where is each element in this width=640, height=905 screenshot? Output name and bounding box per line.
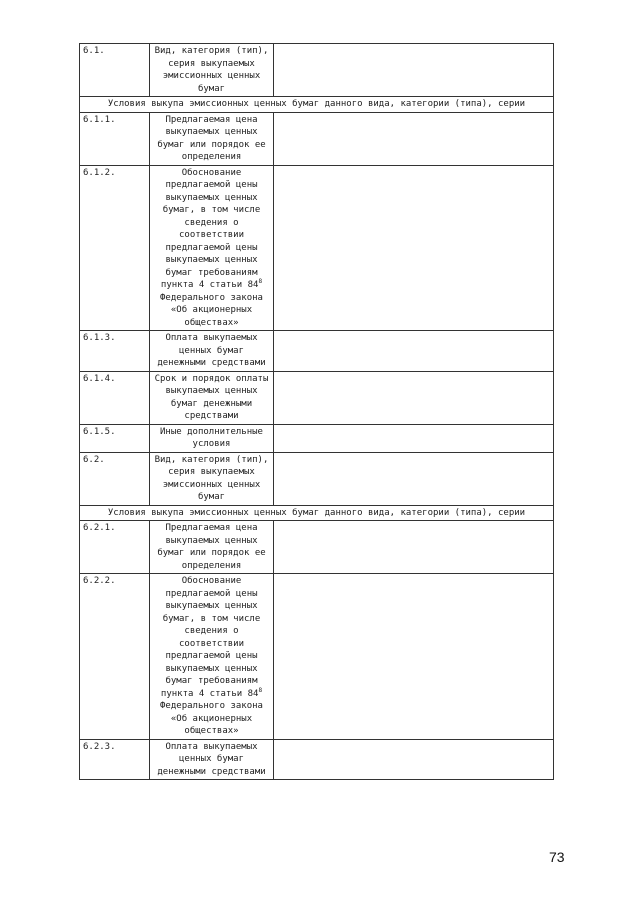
section-header: Условия выкупа эмиссионных ценных бумаг данного вида, категории (типа), серии — [80, 505, 554, 521]
item-name — [150, 165, 274, 331]
item-name: Предлагаемая цена выкупаемых ценных бумаг или порядок ее определения — [150, 112, 274, 165]
item-number: 6.1. — [80, 44, 150, 97]
item-name: Оплата выкупаемых ценных бумаг денежными средствами — [150, 739, 274, 780]
item-name: Вид, категория (тип), серия выкупаемых эмиссионных ценных бумаг — [150, 452, 274, 505]
table-row — [80, 44, 554, 97]
item-value-cell — [274, 165, 554, 331]
item-value-cell — [274, 371, 554, 424]
table-row — [80, 165, 554, 331]
table-row — [80, 521, 554, 574]
table-row — [80, 371, 554, 424]
item-name — [150, 574, 274, 740]
table-row — [80, 452, 554, 505]
item-number: 6.1.4. — [80, 371, 150, 424]
section-header-row — [80, 505, 554, 521]
item-name: Срок и порядок оплаты выкупаемых ценных бумаг денежными средствами — [150, 371, 274, 424]
item-value-cell — [274, 112, 554, 165]
table-row — [80, 739, 554, 780]
item-name: Вид, категория (тип), серия выкупаемых эмиссионных ценных бумаг — [150, 44, 274, 97]
item-name-text: Обоснование предлагаемой цены выкупаемых ценных бумаг, в том числе сведения о соответствии предлагаемой цены выкупаемых ценных бумаг требованиям пункта 4 статьи 84 — [160, 167, 261, 290]
item-name: Иные дополнительные условия — [150, 424, 274, 452]
item-value-cell — [274, 452, 554, 505]
item-name-text: Обоснование предлагаемой цены выкупаемых ценных бумаг, в том числе сведения о соответствии предлагаемой цены выкупаемых ценных бумаг требованиям пункта 4 статьи 84 — [160, 576, 261, 699]
table-row — [80, 112, 554, 165]
footnote-mark: 8 — [258, 278, 263, 285]
item-number: 6.2.1. — [80, 521, 150, 574]
item-number: 6.2.3. — [80, 739, 150, 780]
table-row — [80, 424, 554, 452]
item-number: 6.2.2. — [80, 574, 150, 740]
footnote-mark: 8 — [258, 686, 263, 694]
item-value-cell — [274, 331, 554, 372]
item-value-cell — [274, 44, 554, 97]
item-number: 6.1.5. — [80, 424, 150, 452]
buyback-conditions-table — [79, 43, 554, 780]
item-number: 6.1.2. — [80, 165, 150, 331]
item-name: Предлагаемая цена выкупаемых ценных бумаг или порядок ее определения — [150, 521, 274, 574]
section-header: Условия выкупа эмиссионных ценных бумаг данного вида, категории (типа), серии — [80, 97, 554, 113]
table-row — [80, 331, 554, 372]
item-value-cell — [274, 739, 554, 780]
item-value-cell — [274, 424, 554, 452]
item-name: Оплата выкупаемых ценных бумаг денежными средствами — [150, 331, 274, 372]
section-header-row — [80, 97, 554, 113]
item-name-tail: Федерального закона «Об акционерных обществах» — [160, 292, 263, 328]
item-number: 6.2. — [80, 452, 150, 505]
item-value-cell — [274, 574, 554, 740]
table-row — [80, 574, 554, 740]
item-value-cell — [274, 521, 554, 574]
item-name-tail: Федерального закона «Об акционерных обществах» — [160, 701, 263, 736]
item-number: 6.1.1. — [80, 112, 150, 165]
page-number: 73 — [549, 849, 565, 865]
item-number: 6.1.3. — [80, 331, 150, 372]
